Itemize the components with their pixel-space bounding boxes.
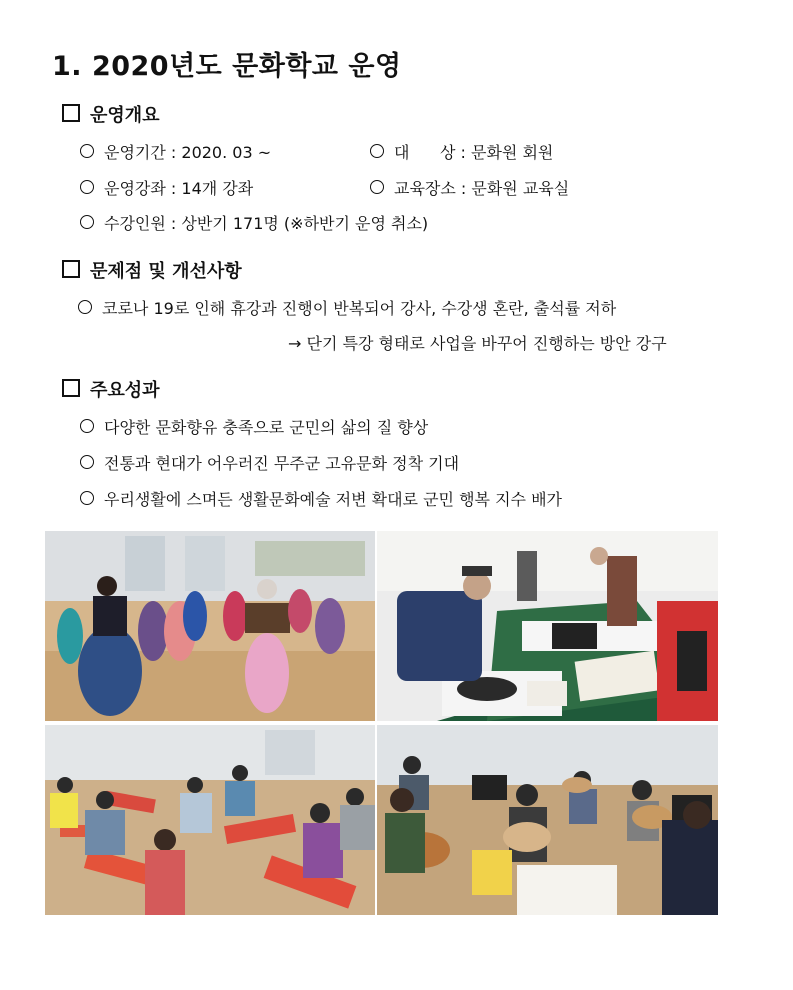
photo-calligraphy-class bbox=[377, 531, 718, 721]
section-heading-text: 운영개요 bbox=[90, 105, 160, 126]
overview-period-text: 운영기간 : 2020. 03 ~ bbox=[104, 143, 272, 162]
photo-dance-class bbox=[45, 531, 375, 721]
overview-venue-text: 교육장소 : 문화원 교육실 bbox=[394, 179, 570, 198]
section-heading-text: 문제점 및 개선사항 bbox=[90, 261, 242, 282]
circle-bullet-icon bbox=[80, 455, 94, 469]
overview-venue bbox=[370, 176, 569, 199]
results-item-text: 우리생활에 스며든 생활문화예술 저변 확대로 군민 행복 지수 배가 bbox=[104, 490, 563, 509]
results-item bbox=[80, 415, 428, 438]
overview-target bbox=[370, 140, 553, 163]
circle-bullet-icon bbox=[80, 144, 94, 158]
results-item-text: 다양한 문화향유 충족으로 군민의 삶의 질 향상 bbox=[104, 418, 429, 437]
circle-bullet-icon bbox=[370, 180, 384, 194]
overview-courses-text: 운영강좌 : 14개 강좌 bbox=[104, 179, 254, 198]
circle-bullet-icon bbox=[80, 215, 94, 229]
section-heading-overview bbox=[62, 101, 160, 127]
photo-guitar-class bbox=[377, 725, 718, 915]
overview-period bbox=[80, 140, 271, 163]
circle-bullet-icon bbox=[80, 419, 94, 433]
circle-bullet-icon bbox=[370, 144, 384, 158]
checkbox-square-icon bbox=[62, 104, 80, 122]
checkbox-square-icon bbox=[62, 260, 80, 278]
issues-remedy: → 단기 특강 형태로 사업을 바꾸어 진행하는 방안 강구 bbox=[288, 334, 667, 353]
photo-haegeum-class bbox=[45, 725, 375, 915]
issues-problem-text: 코로나 19로 인해 휴강과 진행이 반복되어 강사, 수강생 혼란, 출석률 저하 bbox=[102, 299, 617, 318]
overview-enrollment bbox=[80, 211, 428, 234]
results-item bbox=[80, 487, 562, 510]
section-heading-issues bbox=[62, 257, 242, 283]
results-item-text: 전통과 현대가 어우러진 무주군 고유문화 정착 기대 bbox=[104, 454, 460, 473]
section-heading-results bbox=[62, 376, 160, 402]
overview-enrollment-text: 수강인원 : 상반기 171명 (※하반기 운영 취소) bbox=[104, 214, 429, 233]
circle-bullet-icon bbox=[78, 300, 92, 314]
circle-bullet-icon bbox=[80, 180, 94, 194]
overview-courses bbox=[80, 176, 253, 199]
overview-target-text: 대 상 : 문화원 회원 bbox=[394, 143, 554, 162]
results-item bbox=[80, 451, 459, 474]
section-heading-text: 주요성과 bbox=[90, 380, 160, 401]
circle-bullet-icon bbox=[80, 491, 94, 505]
checkbox-square-icon bbox=[62, 379, 80, 397]
page-title: 1. 2020년도 문화학교 운영 bbox=[52, 51, 402, 82]
issues-problem bbox=[78, 296, 616, 319]
